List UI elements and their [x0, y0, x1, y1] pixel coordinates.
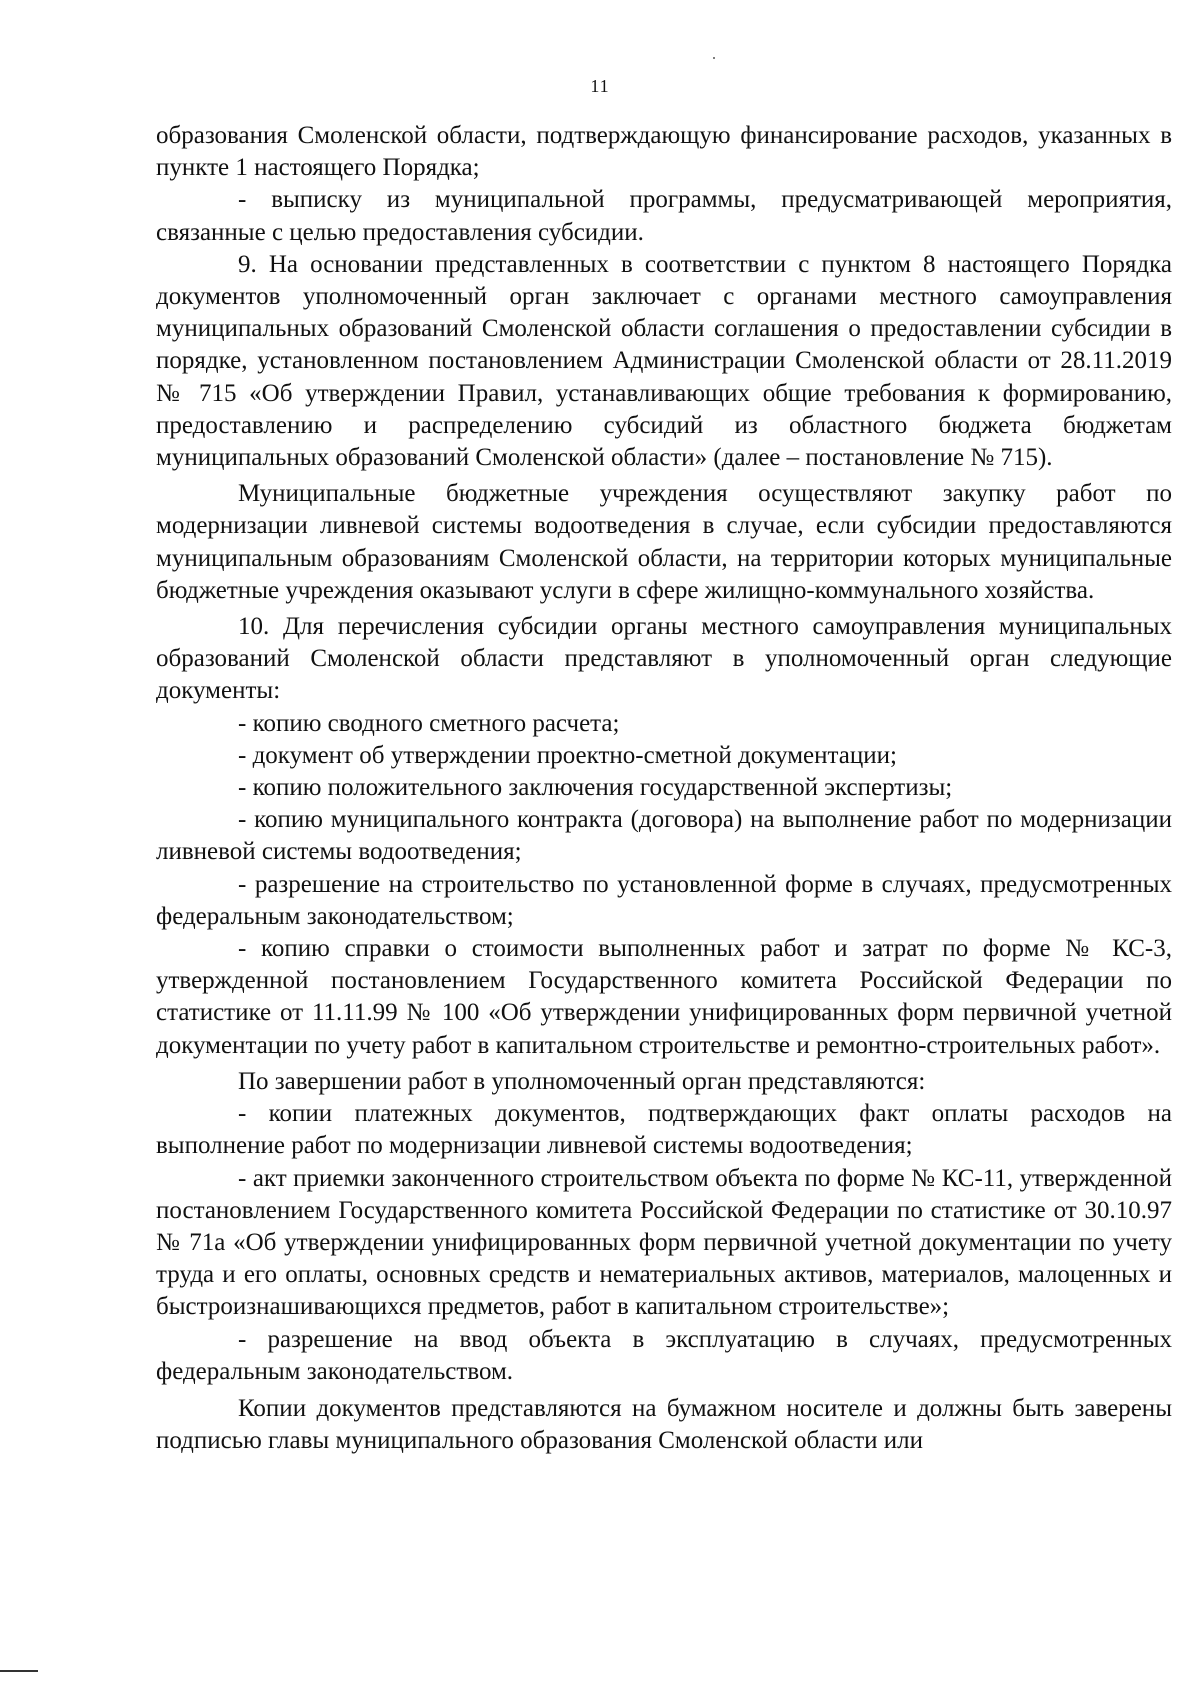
- paragraph: Копии документов представляются на бумажном носителе и должны быть заверены подписью главы муниципального образования Смоленской области или: [156, 1394, 1172, 1455]
- paragraph: образования Смоленской области, подтверждающую финансирование расходов, указанных в пункте 1 настоящего Порядка;: [156, 122, 1172, 182]
- paragraph: 9. На основании представленных в соответствии с пунктом 8 настоящего Порядка документов уполномоченный орган заключает с органами местного самоуправления муниципальных образований Смоленской области соглашения о предоставлении субсидии в порядке, установленном постановлением Администрации Смоленской области от 28.11.2019 № 715 «Об утверждении Правил, устанавливающих общие требования к формированию, предоставлению и распределению субсидий из областного бюджета бюджетам муниципальных образований Смоленской области» (далее – постановление № 715).: [156, 250, 1172, 472]
- scan-edge-mark: [0, 1670, 38, 1672]
- list-item: - копии платежных документов, подтверждающих факт оплаты расходов на выполнение работ по модернизации ливневой системы водоотведения;: [156, 1100, 1172, 1160]
- list-item: - разрешение на ввод объекта в эксплуатацию в случаях, предусмотренных федеральным законодательством.: [156, 1325, 1172, 1385]
- list-item: - копию справки о стоимости выполненных работ и затрат по форме № КС-3, утвержденной постановлением Государственного комитета Российской Федерации по статистике от 11.11.99 № 100 «Об утверждении унифицированных форм первичной учетной документации по учету работ в капитальном строительстве и ремонтно-строительных работ».: [156, 935, 1172, 1059]
- paragraph: Муниципальные бюджетные учреждения осуществляют закупку работ по модернизации ливневой системы водоотведения в случае, если субсидии предоставляются муниципальным образованиям Смоленской области, на территории которых муниципальные бюджетные учреждения оказывают услуги в сфере жилищно-коммунального хозяйства.: [156, 480, 1172, 604]
- paragraph: По завершении работ в уполномоченный орган представляются:: [238, 1067, 926, 1095]
- scan-speck: [713, 57, 715, 59]
- document-body: [156, 120, 1172, 1457]
- page-number: 11: [590, 76, 610, 96]
- list-item: - копию сводного сметного расчета;: [238, 709, 620, 737]
- paragraph: 10. Для перечисления субсидии органы местного самоуправления муниципальных образований Смоленской области представляют в уполномоченный орган следующие документы:: [156, 613, 1172, 705]
- list-item: - документ об утверждении проектно-сметной документации;: [238, 741, 897, 769]
- paragraph: - выписку из муниципальной программы, предусматривающей мероприятия, связанные с целью предоставления субсидии.: [156, 186, 1172, 246]
- list-item: - акт приемки законченного строительством объекта по форме № КС-11, утвержденной постановлением Государственного комитета Российской Федерации по статистике от 30.10.97 № 71а «Об утверждении унифицированных форм первичной учетной документации по учету труда и его оплаты, основных средств и нематериальных активов, материалов, малоценных и быстроизнашивающихся предметов, работ в капитальном строительстве»;: [156, 1164, 1172, 1321]
- list-item: - разрешение на строительство по установленной форме в случаях, предусмотренных федеральным законодательством;: [156, 870, 1172, 930]
- list-item: - копию муниципального контракта (договора) на выполнение работ по модернизации ливневой системы водоотведения;: [156, 806, 1172, 866]
- list-item: - копию положительного заключения государственной экспертизы;: [238, 774, 953, 802]
